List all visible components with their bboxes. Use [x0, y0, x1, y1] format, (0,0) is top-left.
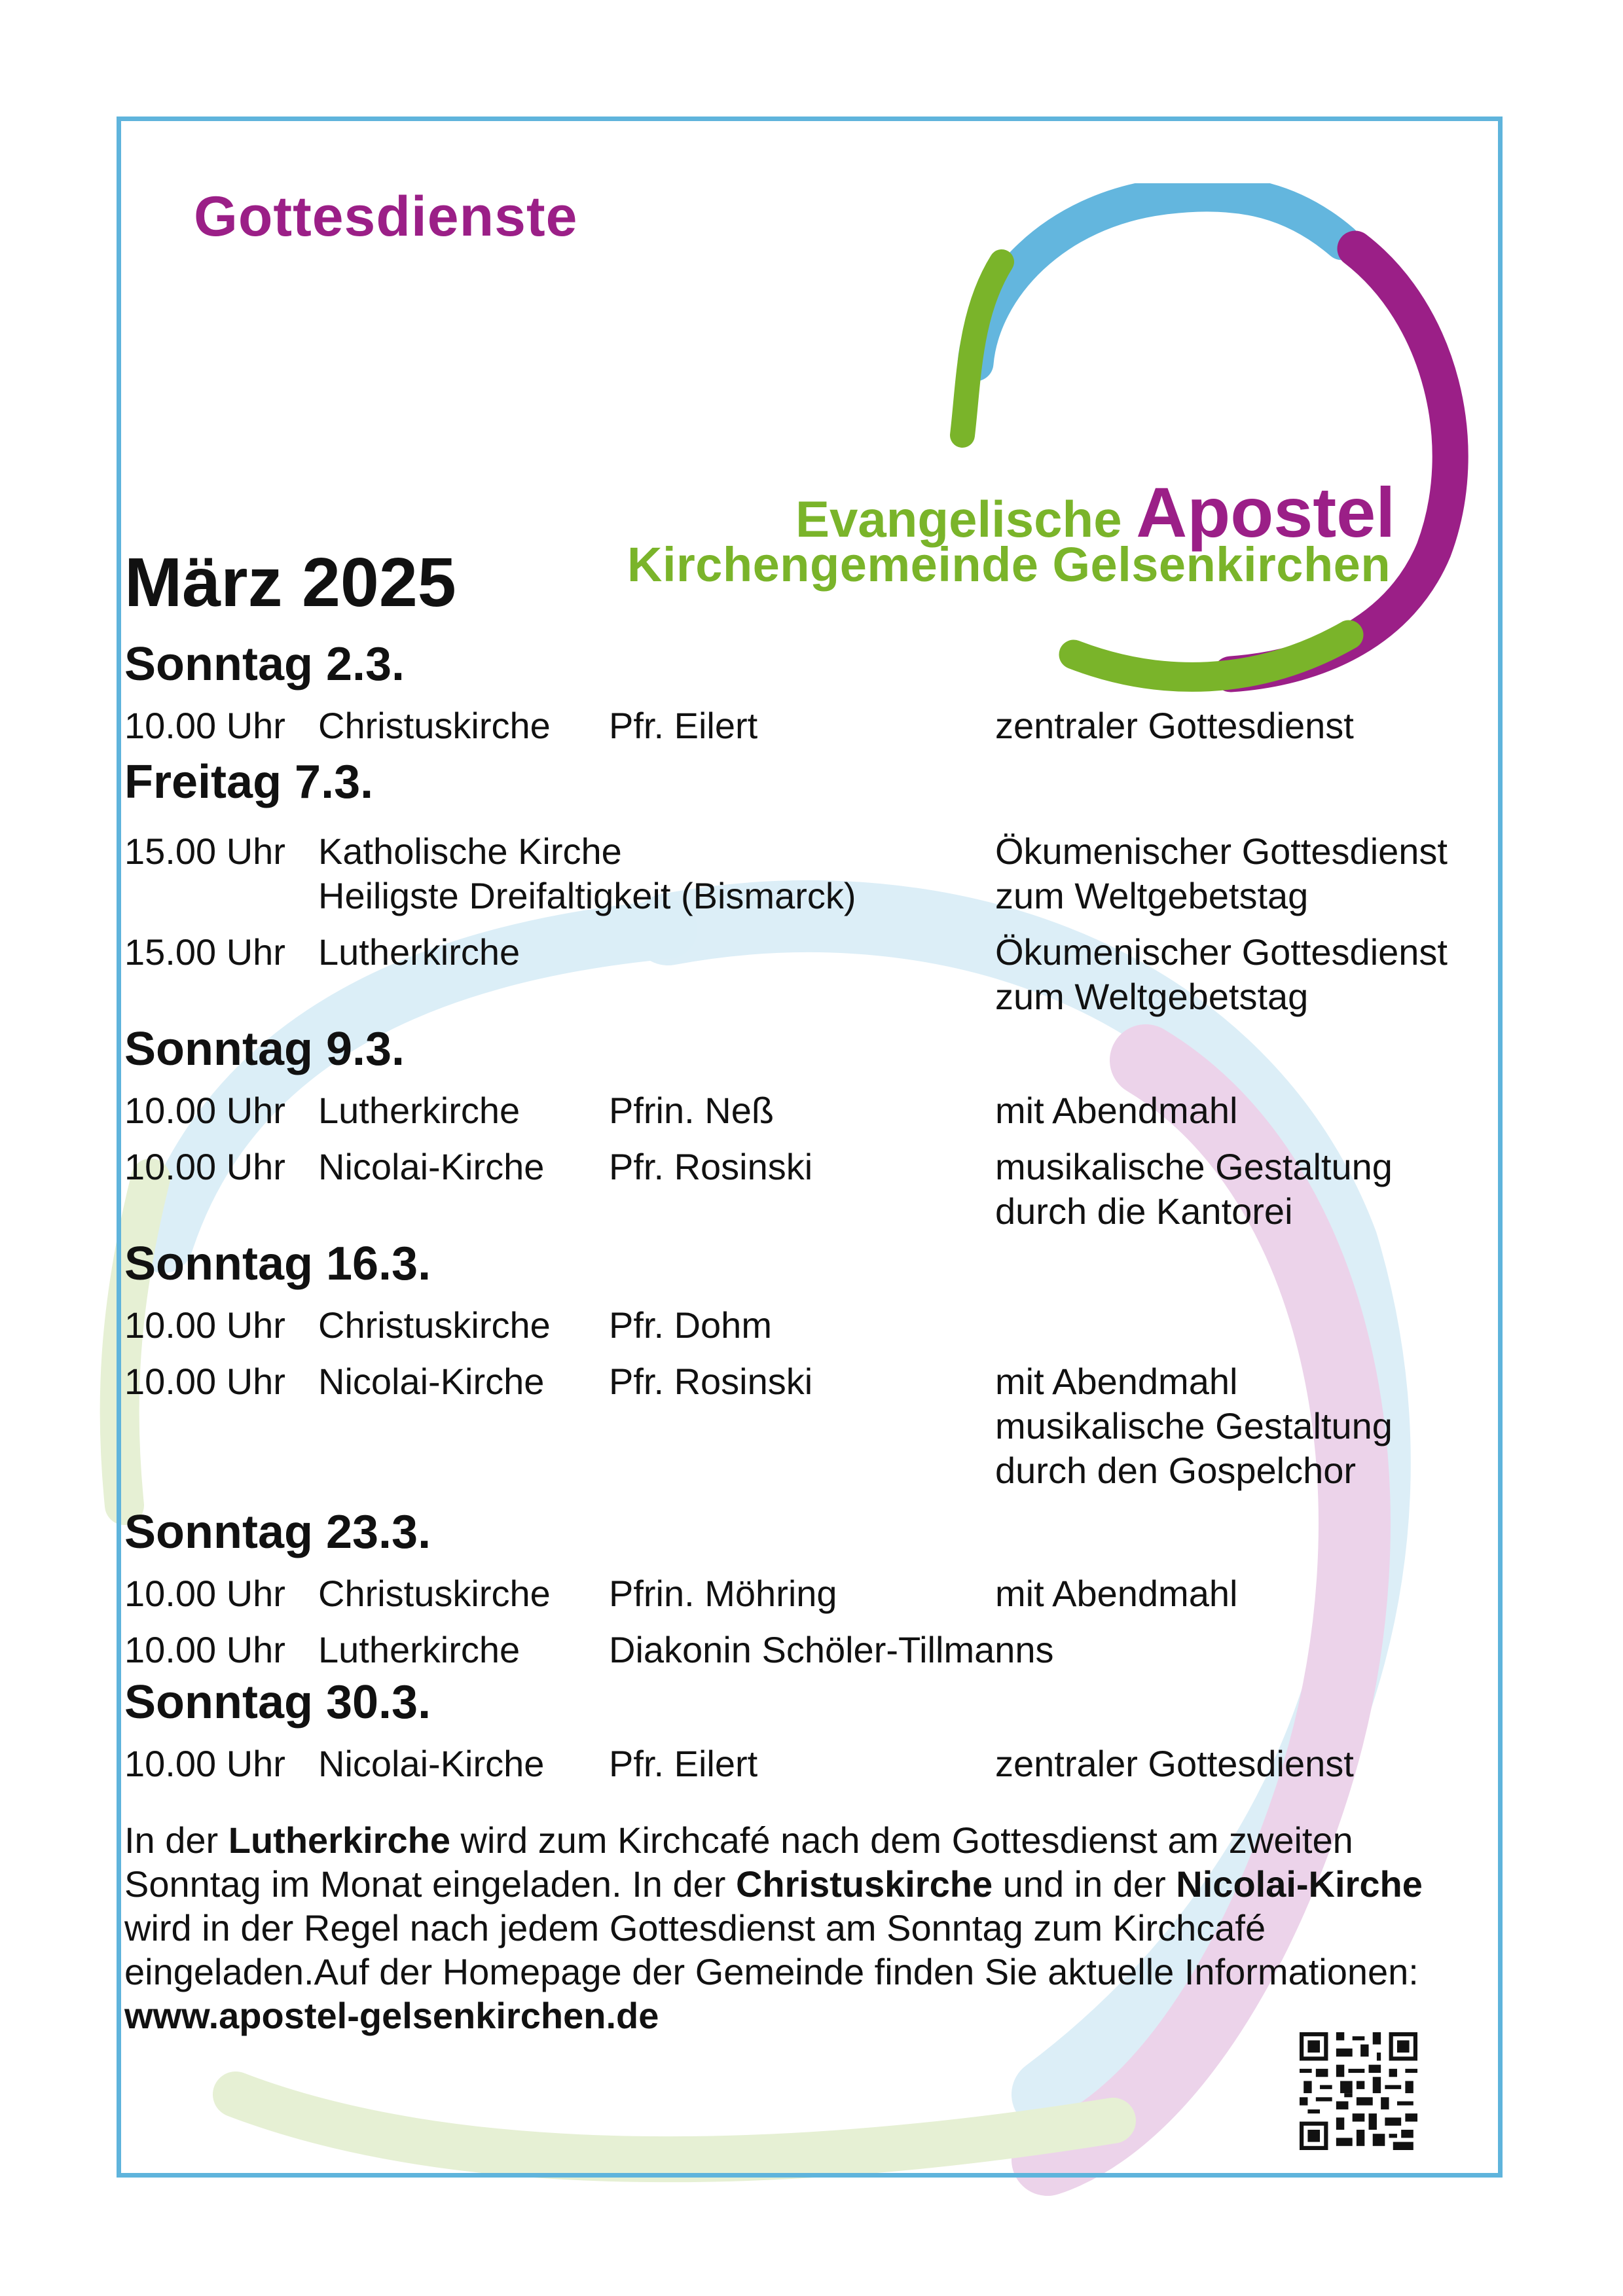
service-time: 15.00 Uhr: [124, 931, 285, 973]
service-schedule: [124, 632, 1493, 1786]
qr-code-icon[interactable]: [1300, 2032, 1417, 2150]
service-row-continued: [124, 1189, 1493, 1234]
logo-text-evangelische: Evangelische: [795, 490, 1137, 548]
service-row: [124, 1628, 1493, 1672]
website-link[interactable]: www.apostel-gelsenkirchen.de: [124, 1995, 659, 2036]
service-row-continued: [124, 1404, 1493, 1448]
day-heading: Sonntag 2.3.: [124, 638, 405, 691]
service-time: 15.00 Uhr: [124, 831, 285, 872]
service-row: [124, 829, 1493, 874]
day-heading: Sonntag 30.3.: [124, 1676, 431, 1729]
service-row: [124, 930, 1493, 975]
service-person: Pfrin. Neß: [609, 1090, 775, 1131]
service-time: 10.00 Uhr: [124, 1146, 285, 1187]
footer-church-luther: Lutherkirche: [228, 1820, 450, 1861]
service-location-detail: Heiligste Dreifaltigkeit (Bismarck): [318, 875, 856, 916]
logo-ring-graphic: [930, 183, 1493, 700]
service-note: Ökumenischer Gottesdienst: [995, 831, 1448, 872]
day-heading: Freitag 7.3.: [124, 756, 374, 808]
service-row: [124, 1359, 1493, 1404]
service-row-continued: [124, 1448, 1493, 1493]
service-location: Christuskirche: [318, 1573, 551, 1614]
service-note: mit Abendmahl: [995, 1361, 1238, 1402]
service-location: Christuskirche: [318, 1304, 551, 1346]
service-time: 10.00 Uhr: [124, 1361, 285, 1402]
service-row-continued: [124, 874, 1493, 918]
service-row: [124, 1088, 1493, 1133]
service-note-detail: durch die Kantorei: [995, 1191, 1293, 1232]
service-person: Pfr. Rosinski: [609, 1146, 813, 1187]
service-person: Pfr. Eilert: [609, 1743, 758, 1784]
service-time: 10.00 Uhr: [124, 1629, 285, 1670]
service-row: [124, 1303, 1493, 1348]
service-note-detail: zum Weltgebetstag: [995, 875, 1309, 916]
service-location: Nicolai-Kirche: [318, 1743, 545, 1784]
page-title: Gottesdienste: [194, 185, 578, 248]
service-location: Lutherkirche: [318, 931, 520, 973]
service-note: mit Abendmahl: [995, 1090, 1238, 1131]
service-note: Ökumenischer Gottesdienst: [995, 931, 1448, 973]
day-heading: Sonntag 9.3.: [124, 1023, 405, 1075]
month-heading: März 2025: [124, 544, 456, 621]
service-note: zentraler Gottesdienst: [995, 1743, 1354, 1784]
footer-church-christus: Christuskirche: [735, 1863, 993, 1905]
service-note: musikalische Gestaltung: [995, 1146, 1393, 1187]
service-location: Katholische Kirche: [318, 831, 622, 872]
service-person: Pfr. Rosinski: [609, 1361, 813, 1402]
service-note: mit Abendmahl: [995, 1573, 1238, 1614]
service-time: 10.00 Uhr: [124, 1304, 285, 1346]
service-note: zentraler Gottesdienst: [995, 705, 1354, 746]
logo-text-line2: Kirchengemeinde Gelsenkirchen: [627, 537, 1391, 592]
service-row: [124, 1145, 1493, 1189]
day-heading: Sonntag 16.3.: [124, 1238, 431, 1290]
service-person: Pfr. Eilert: [609, 705, 758, 746]
service-note-detail: durch den Gospelchor: [995, 1450, 1357, 1491]
service-location: Lutherkirche: [318, 1090, 520, 1131]
service-time: 10.00 Uhr: [124, 1573, 285, 1614]
day-heading: Sonntag 23.3.: [124, 1506, 431, 1558]
footer-church-nicolai: Nicolai-Kirche: [1176, 1863, 1423, 1905]
service-time: 10.00 Uhr: [124, 1090, 285, 1131]
service-time: 10.00 Uhr: [124, 1743, 285, 1784]
service-row: [124, 1571, 1493, 1616]
service-time: 10.00 Uhr: [124, 705, 285, 746]
service-location: Nicolai-Kirche: [318, 1146, 545, 1187]
service-person: Pfr. Dohm: [609, 1304, 772, 1346]
service-row-continued: [124, 975, 1493, 1019]
service-row: [124, 1742, 1493, 1786]
service-person: Pfrin. Möhring: [609, 1573, 837, 1614]
service-note-detail: musikalische Gestaltung: [995, 1405, 1393, 1446]
service-location: Christuskirche: [318, 705, 551, 746]
service-person: Diakonin Schöler-Tillmanns: [609, 1629, 1054, 1670]
service-row: [124, 704, 1493, 748]
service-location: Nicolai-Kirche: [318, 1361, 545, 1402]
footer-note: In der Lutherkirche wird zum Kirchcafé nach dem Gottesdienst am zweiten Sonntag im Monat eingeladen. In der Christuskirche und in der Nicolai-Kirche wird in der Regel nach jedem Gottesdienst am Sonntag zum Kirchcafé eingeladen.Auf der Homepage der Gemeinde finden Sie aktuelle Informationen: www.apostel-gelsenkirchen.de: [124, 1820, 1423, 2036]
service-location: Lutherkirche: [318, 1629, 520, 1670]
service-note-detail: zum Weltgebetstag: [995, 976, 1309, 1017]
logo-text-apostel: Apostel: [1136, 473, 1396, 552]
